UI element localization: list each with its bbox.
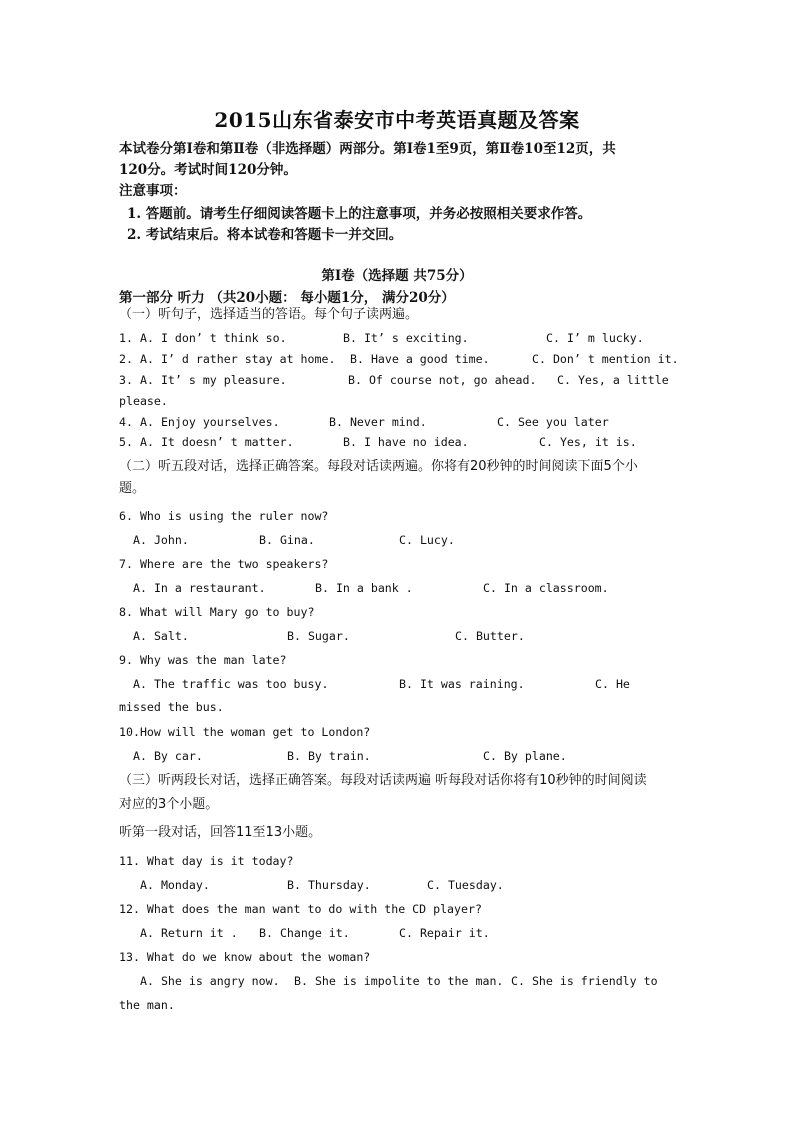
question-9-option-c: C. He bbox=[595, 677, 630, 691]
question-13-wrap: the man. bbox=[119, 998, 175, 1012]
question-9-wrap: missed the bus. bbox=[119, 700, 224, 714]
item-3-wrap: please. bbox=[119, 394, 168, 408]
item-5-number: 5. bbox=[119, 435, 133, 449]
item-3-option-c: C. Yes, a little bbox=[557, 373, 669, 387]
question-12-option-a: A. Return it . bbox=[140, 926, 238, 940]
question-13-option-b: B. She is impolite to the man. bbox=[294, 974, 504, 988]
sub3-instruction-line-1: （三）听两段长对话，选择正确答案。每段对话读两遍 听每段对话你将有10秒钟的时间阅读 bbox=[119, 773, 647, 788]
question-12-option-b: B. Change it. bbox=[259, 926, 350, 940]
question-8: 8. What will Mary go to buy? bbox=[119, 605, 315, 619]
question-6: 6. Who is using the ruler now? bbox=[119, 509, 329, 523]
question-8-option-a: A. Salt. bbox=[133, 629, 189, 643]
question-7-option-a: A. In a restaurant. bbox=[133, 581, 266, 595]
intro-line-2: 120分。考试时间120分钟。 bbox=[119, 162, 297, 178]
question-10-option-b: B. By train. bbox=[287, 749, 371, 763]
sub2-instruction-line-1: （二）听五段对话，选择正确答案。每段对话读两遍。你将有20秒钟的时间阅读下面5个小 bbox=[119, 459, 638, 474]
question-6-option-b: B. Gina. bbox=[259, 533, 315, 547]
question-13: 13. What do we know about the woman? bbox=[119, 950, 371, 964]
question-8-option-b: B. Sugar. bbox=[287, 629, 350, 643]
item-1-number: 1. bbox=[119, 331, 133, 345]
question-9-option-a: A. The traffic was too busy. bbox=[133, 677, 329, 691]
intro-line-1: 本试卷分第Ⅰ卷和第Ⅱ卷（非选择题）两部分。第Ⅰ卷1至9页，第Ⅱ卷10至12页，共 bbox=[119, 141, 616, 157]
question-9-option-b: B. It was raining. bbox=[399, 677, 525, 691]
notes-heading: 注意事项： bbox=[119, 183, 187, 199]
question-7-option-c: C. In a classroom. bbox=[483, 581, 609, 595]
item-1-option-b: B. It’ s exciting. bbox=[343, 331, 469, 345]
note-item-1: 1. 答题前。请考生仔细阅读答题卡上的注意事项，并务必按照相关要求作答。 bbox=[127, 206, 592, 222]
item-5-option-a: A. It doesn’ t matter. bbox=[140, 435, 294, 449]
question-12: 12. What does the man want to do with the CD player? bbox=[119, 902, 482, 916]
question-10-option-a: A. By car. bbox=[133, 749, 203, 763]
part-1-title: 第一部分 听力 （共20小题： 每小题1分， 满分20分） bbox=[119, 290, 455, 306]
item-2-option-a: A. I’ d rather stay at home. bbox=[140, 352, 336, 366]
question-11-option-b: B. Thursday. bbox=[287, 878, 371, 892]
item-4-option-c: C. See you later bbox=[497, 415, 609, 429]
item-3-option-a: A. It’ s my pleasure. bbox=[140, 373, 287, 387]
question-11-option-a: A. Monday. bbox=[140, 878, 210, 892]
sub3-instruction-line-2: 对应的3个小题。 bbox=[119, 797, 219, 812]
item-1-option-a: A. I don’ t think so. bbox=[140, 331, 287, 345]
item-5-option-b: B. I have no idea. bbox=[343, 435, 469, 449]
page-title: 2015山东省泰安市中考英语真题及答案 bbox=[214, 108, 580, 132]
question-13-option-c: C. She is friendly to bbox=[511, 974, 658, 988]
item-4-option-b: B. Never mind. bbox=[329, 415, 427, 429]
section-1-title: 第Ⅰ卷（选择题 共75分） bbox=[321, 268, 473, 284]
question-7-option-b: B. In a bank . bbox=[315, 581, 413, 595]
question-11: 11. What day is it today? bbox=[119, 854, 294, 868]
question-13-option-a: A. She is angry now. bbox=[140, 974, 280, 988]
item-4-option-a: A. Enjoy yourselves. bbox=[140, 415, 280, 429]
question-9: 9. Why was the man late? bbox=[119, 653, 287, 667]
item-5-option-c: C. Yes, it is. bbox=[539, 435, 637, 449]
question-8-option-c: C. Butter. bbox=[455, 629, 525, 643]
sub1-instruction: （一）听句子，选择适当的答语。每个句子读两遍。 bbox=[119, 307, 419, 322]
dialog-1-instruction: 听第一段对话，回答11至13小题。 bbox=[119, 825, 322, 840]
item-3-number: 3. bbox=[119, 373, 133, 387]
question-10: 10.How will the woman get to London? bbox=[119, 725, 371, 739]
item-1-option-c: C. I’ m lucky. bbox=[546, 331, 644, 345]
question-7: 7. Where are the two speakers? bbox=[119, 557, 329, 571]
item-2-option-c: C. Don’ t mention it. bbox=[532, 352, 679, 366]
item-2-number: 2. bbox=[119, 352, 133, 366]
note-item-2: 2. 考试结束后。将本试卷和答题卡一并交回。 bbox=[127, 227, 403, 243]
question-11-option-c: C. Tuesday. bbox=[427, 878, 504, 892]
question-6-option-c: C. Lucy. bbox=[399, 533, 455, 547]
question-6-option-a: A. John. bbox=[133, 533, 189, 547]
sub2-instruction-line-2: 题。 bbox=[119, 481, 146, 496]
item-2-option-b: B. Have a good time. bbox=[350, 352, 490, 366]
item-4-number: 4. bbox=[119, 415, 133, 429]
question-12-option-c: C. Repair it. bbox=[399, 926, 490, 940]
question-10-option-c: C. By plane. bbox=[483, 749, 567, 763]
item-3-option-b: B. Of course not, go ahead. bbox=[348, 373, 537, 387]
